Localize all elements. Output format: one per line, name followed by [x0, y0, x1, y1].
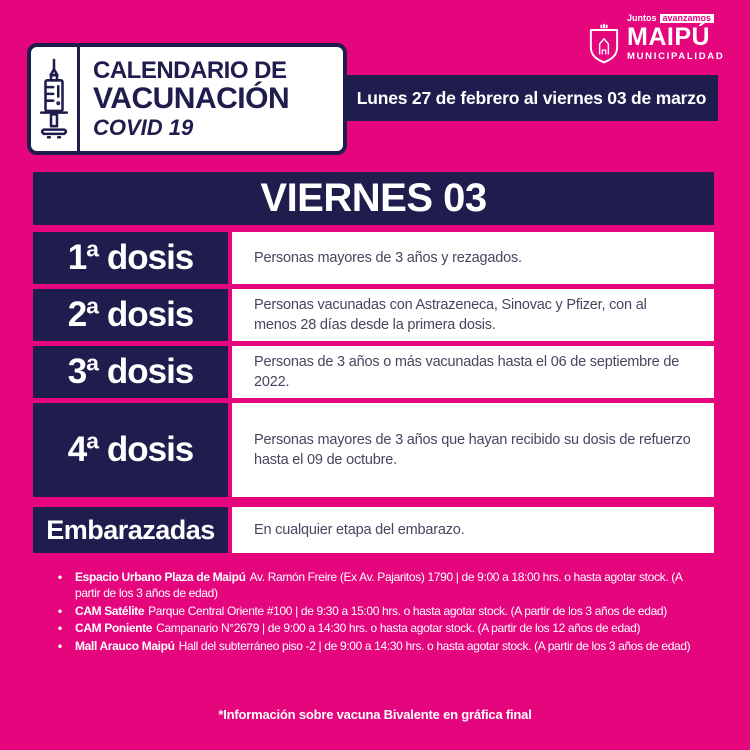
schedule-row-dose-2 [33, 289, 714, 341]
logo-name: MAIPÚ [627, 23, 711, 51]
bullet-icon: • [57, 639, 63, 654]
location-text [75, 570, 700, 602]
dose-3-label: 3ª dosis [33, 346, 228, 398]
footer-note: *Información sobre vacuna Bivalente en gráfica final [218, 707, 532, 722]
logo-tagline-plain: Juntos [627, 13, 657, 23]
pregnant-label: Embarazadas [33, 507, 228, 553]
title-line-1: CALENDARIO DE [93, 56, 287, 84]
location-text [75, 621, 700, 637]
schedule-row-pregnant [33, 507, 714, 553]
dose-4-description-text: Personas mayores de 3 años que hayan recibido su dosis de refuerzo hasta el 09 de octubre. [254, 431, 691, 468]
pregnant-description-text: En cualquier etapa del embarazo. [254, 521, 465, 538]
municipality-logo [588, 14, 724, 65]
location-item [45, 639, 700, 655]
dose-1-description [232, 232, 714, 284]
location-name: Mall Arauco Maipú [75, 639, 175, 654]
logo-tagline-highlight: avanzamos [660, 14, 715, 23]
maipu-crest-icon [588, 23, 620, 65]
title-line-2: VACUNACIÓN [93, 81, 290, 115]
logo-subtitle: MUNICIPALIDAD [627, 51, 725, 62]
title-text [80, 47, 289, 151]
dose-4-description [232, 403, 714, 497]
locations-list [45, 570, 700, 657]
location-item [45, 621, 700, 637]
date-range-text: Lunes 27 de febrero al viernes 03 de marzo [356, 87, 707, 108]
bullet-icon: • [57, 570, 63, 584]
logo-text [627, 14, 724, 62]
location-details: Av. Ramón Freire (Ex Av. Pajaritos) 1790 | de 9:00 a 18:00 hrs. o hasta agotar stock. (A partir de los 3 años de edad) [75, 570, 682, 600]
title-card [27, 43, 347, 155]
logo-tagline [627, 14, 724, 23]
location-text [75, 639, 700, 655]
location-details: Campanario N°2679 | de 9:00 a 14:30 hrs. o hasta agotar stock. (A partir de los 12 años de edad) [156, 621, 641, 636]
bullet-icon: • [57, 621, 63, 636]
dose-2-description [232, 289, 714, 341]
location-name: CAM Poniente [75, 621, 153, 636]
date-range-banner [345, 75, 718, 121]
syringe-icon [37, 57, 71, 141]
dose-2-label: 2ª dosis [33, 289, 228, 341]
dose-3-description [232, 346, 714, 398]
location-name: CAM Satélite [75, 603, 145, 618]
location-text [75, 604, 700, 620]
dose-3-description-text: Personas de 3 años o más vacunadas hasta el 06 de septiembre de 2022. [254, 353, 680, 390]
day-banner-text: VIERNES 03 [260, 176, 487, 220]
dose-1-description-text: Personas mayores de 3 años y rezagados. [254, 249, 522, 266]
syringe-cell [31, 47, 80, 151]
location-item [45, 604, 700, 620]
schedule-row-dose-1 [33, 232, 714, 284]
location-item [45, 570, 700, 602]
pregnant-description [232, 507, 714, 553]
dose-2-description-text: Personas vacunadas con Astrazeneca, Sinovac y Pfizer, con al menos 28 días desde la primera dosis. [254, 296, 647, 333]
schedule-row-dose-4 [33, 403, 714, 497]
location-name: Espacio Urbano Plaza de Maipú [75, 570, 246, 584]
location-details: Hall del subterráneo piso -2 | de 9:00 a 14:30 hrs. o hasta agotar stock. (A partir de los 3 años de edad) [178, 639, 691, 654]
dose-1-label: 1ª dosis [33, 232, 228, 284]
dose-4-label: 4ª dosis [33, 403, 228, 497]
location-details: Parque Central Oriente #100 | de 9:30 a 15:00 hrs. o hasta agotar stock. (A partir de los 3 años de edad) [148, 603, 667, 618]
schedule-row-dose-3 [33, 346, 714, 398]
title-line-3: COVID 19 [93, 115, 194, 141]
bullet-icon: • [57, 603, 63, 618]
day-banner [33, 172, 714, 225]
